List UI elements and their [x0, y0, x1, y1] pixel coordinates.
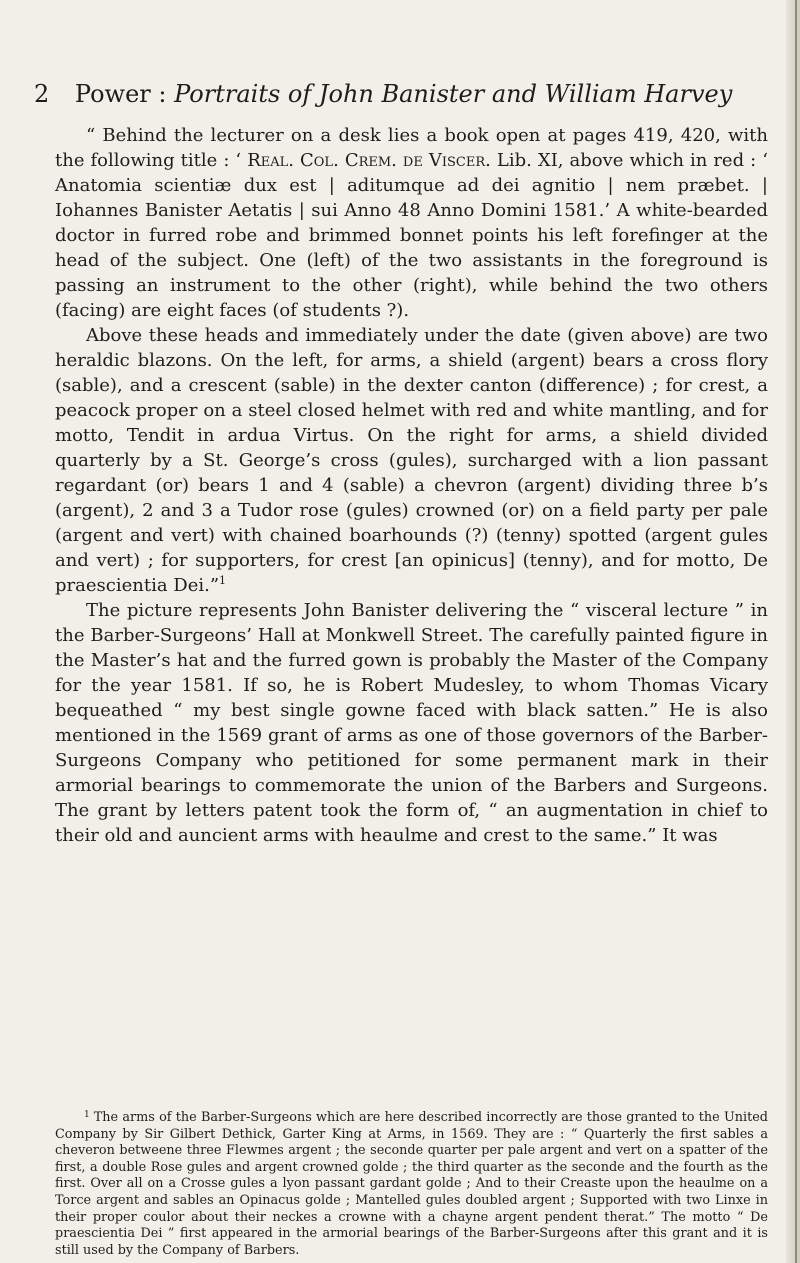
- paragraph-2-text: Above these heads and immediately under the date (given above) are two heraldic blazons. On the left, for arms, a shield (argent) bears a cross flory (sable), and a crescent (sable) in the dexter canton (difference) ; for crest, a peacock proper on a steel closed helmet with red and white mantling, and for motto, Tendit in ardua Virtus. On the right for arms, a shield divided quarterly by a St. George’s cross (gules), surcharged with a lion passant regardant (or) bears 1 and 4 (sable) a chevron (argent) dividing three b’s (argent), 2 and 3 a Tudor rose (gules) crowned (or) on a field party per pale (argent and vert) with chained boarhounds (?) (tenny) spotted (argent gules and vert) ; for supporters, for crest [an opinicus] (tenny), and for motto, De praescientia Dei.”: [55, 325, 768, 596]
- footnote-reference: 1: [219, 574, 227, 587]
- footnote: [55, 1107, 768, 1259]
- footnote-mark: 1: [84, 1110, 90, 1120]
- header-title: Portraits of John Banister and William Harvey: [174, 80, 733, 108]
- body-text: [55, 123, 768, 848]
- page-number: 2: [34, 80, 50, 108]
- paragraph-3: [55, 598, 768, 848]
- paragraph-1: [55, 123, 768, 323]
- paragraph-1-text-a: “ Behind the lecturer on a desk lies a book open at pages 419, 420, with the following title : ‘: [55, 125, 768, 171]
- running-header: [34, 79, 774, 109]
- paragraph-3-text: The picture represents John Banister delivering the “ visceral lecture ” in the Barber-Surgeons’ Hall at Monkwell Street. The carefully painted figure in the Master’s hat and the furred gown is probably the Master of the Company for the year 1581. If so, he is Robert Mudesley, to whom Thomas Vicary bequeathed “ my best single gowne faced with black satten.” He is also mentioned in the 1569 grant of arms as one of those governors of the Barber-Surgeons Company who petitioned for some permanent mark in their armorial bearings to commemorate the union of the Barbers and Surgeons. The grant by letters patent took the form of, “ an augmentation in chief to their old and auncient arms with heaulme and crest to the same.” It was: [55, 600, 768, 846]
- header-author: Power :: [74, 80, 167, 108]
- page-edge: [786, 0, 800, 1263]
- book-title-small-caps: Real. Col. Crem. de Viscer.: [247, 150, 491, 171]
- paragraph-1-text-b: Lib. XI, above which in red : ‘ Anatomia scientiæ dux est | aditumque ad dei agnitio | nem præbet. | Iohannes Banister Aetatis | sui Anno 48 Anno Domini 1581.’ A white-bearded doctor in furred robe and brimmed bonnet points his left forefinger at the head of the subject. One (left) of the two assistants in the foreground is passing an instrument to the other (right), while behind the two others (facing) are eight faces (of students ?).: [55, 150, 768, 321]
- footnote-paragraph: [55, 1107, 768, 1259]
- footnote-text: The arms of the Barber-Surgeons which are here described incorrectly are those granted to the United Company by Sir Gilbert Dethick, Garter King at Arms, in 1569. They are : “ Quarterly the first sables a cheveron betweene three Flewmes argent ; the seconde quarter per pale argent and vert on a spatter of the first, a double Rose gules and argent crowned golde ; the third quarter as the seconde and the fourth as the first. Over all on a Crosse gules a lyon passant gardant golde ; And to their Creaste upon the heaulme on a Torce argent and sables an Opinacus golde ; Mantelled gules doubled argent ; Supported with two Linxe in their proper coulor about their neckes a crowne with a chayne argent pendent therat.” The motto “ De praescientia Dei ” first appeared in the armorial bearings of the Barber-Surgeons after this grant and it is still used by the Company of Barbers.: [55, 1110, 768, 1258]
- paragraph-2: [55, 323, 768, 598]
- page-edge-line: [795, 0, 797, 1263]
